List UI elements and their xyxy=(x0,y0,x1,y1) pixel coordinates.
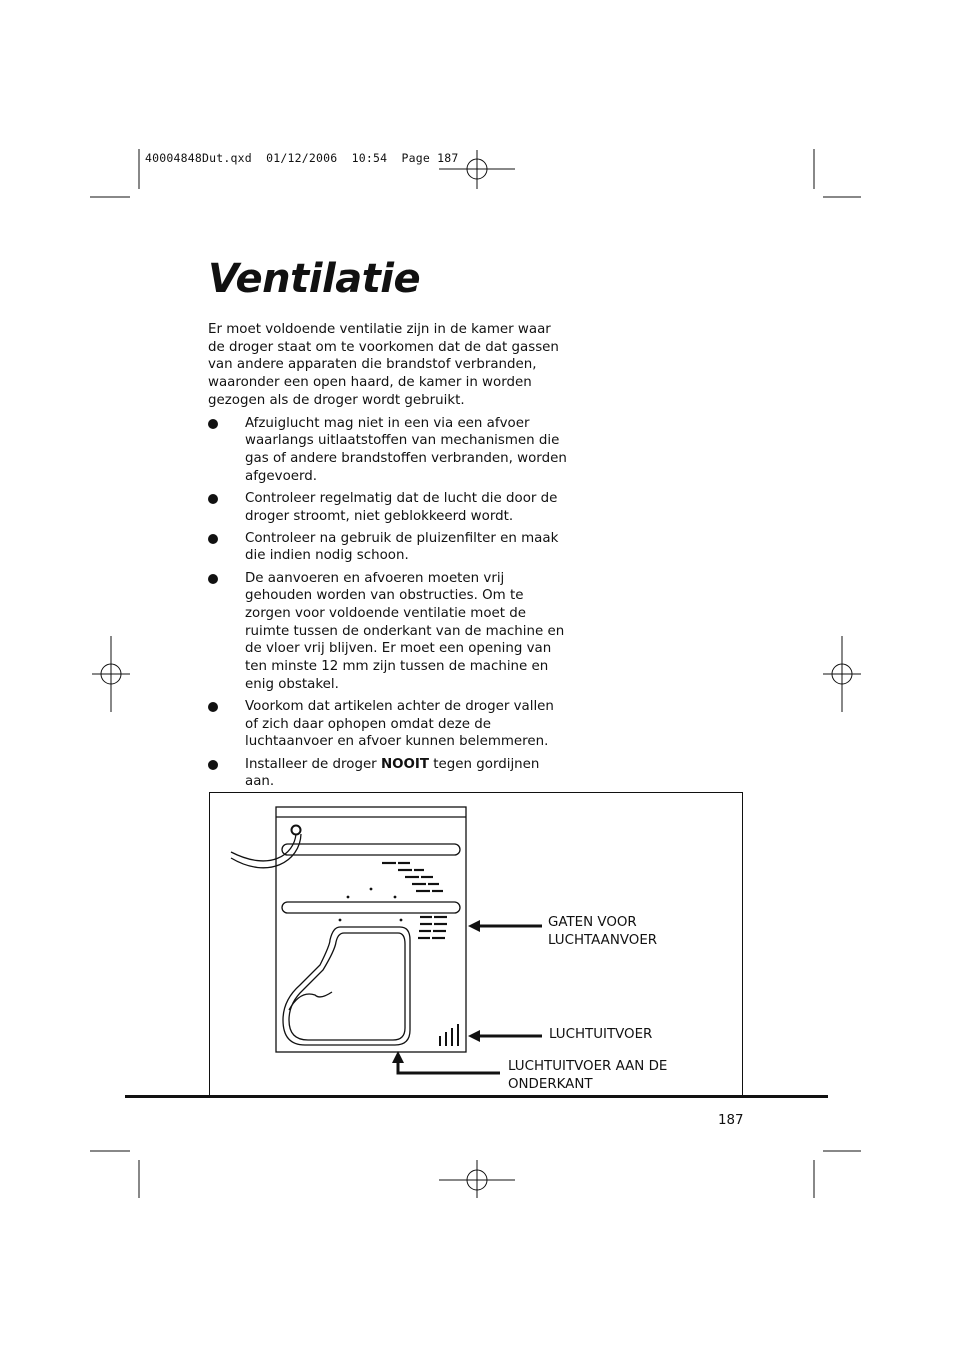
list-item-text-after: tegen gordijnen aan. xyxy=(245,756,540,790)
dryer-door-inner xyxy=(289,933,405,1040)
list-item-text: De aanvoeren en afvoeren moeten vrij gehouden worden van obstructies. Om te zorgen voor voldoende ventilatie moet de ruimte tussen de onderkant van de machine en de vloer vrij blijven. Er moet een opening van ten minste 12 mm zijn tussen de machine en enig obstakel. xyxy=(245,570,565,692)
outlet-vents xyxy=(440,1024,458,1046)
list-item-text: Controleer na gebruik de pluizenfilter en maak die indien nodig schoon. xyxy=(245,530,559,564)
arrow-left-icon xyxy=(468,1030,480,1042)
power-cord xyxy=(231,834,296,861)
footer-rule xyxy=(125,1095,828,1098)
intro-paragraph: Er moet voldoende ventilatie zijn in de kamer waar de droger staat om te voorkomen dat de dat gassen van andere apparaten die brandstof verbranden, waaronder een open haard, de kamer in worden gezogen als de droger wordt gebruikt. xyxy=(208,322,559,408)
printer-slug: 40004848Dut.qxd 01/12/2006 10:54 Page 187 xyxy=(145,151,459,165)
door-curve xyxy=(289,992,332,1010)
list-item-text-before: Installeer de droger xyxy=(245,756,381,772)
list-item-text: Voorkom dat artikelen achter de droger vallen of zich daar ophopen omdat deze de luchtaanvoer en afvoer kunnen belemmeren. xyxy=(245,699,554,750)
outlet-label: LUCHTUITVOER xyxy=(549,1027,653,1042)
list-item-text: Afzuiglucht mag niet in een via een afvoer waarlangs uitlaatstoffen van mechanismen die gas of andere brandstoffen verbranden, worden afgevoerd. xyxy=(245,415,567,484)
list-item-text: Controleer regelmatig dat de lucht die door de droger stroomt, niet geblokkeerd wordt. xyxy=(245,490,558,524)
arrow-left-icon xyxy=(468,920,480,932)
bottom-outlet-label-line: LUCHTUITVOER AAN DE xyxy=(508,1059,668,1074)
intake-label-line: LUCHTAANVOER xyxy=(548,933,658,948)
arrow-bottom-shaft xyxy=(398,1060,500,1073)
page-number: 187 xyxy=(718,1113,744,1128)
cord-plug xyxy=(292,826,301,835)
intake-label-line: GATEN VOOR xyxy=(548,915,637,930)
control-strip-bottom xyxy=(282,902,460,913)
intake-label xyxy=(548,914,657,950)
arrow-up-icon xyxy=(392,1051,404,1063)
power-cord-outer xyxy=(231,834,301,868)
control-strip-top xyxy=(282,844,460,855)
dryer-door xyxy=(283,927,410,1045)
bottom-outlet-label-line: ONDERKANT xyxy=(508,1077,593,1092)
page-title: Ventilatie xyxy=(208,256,421,302)
emphasis-never: NOOIT xyxy=(380,756,430,772)
bottom-outlet-label xyxy=(508,1058,667,1094)
panel-dots xyxy=(339,888,403,922)
